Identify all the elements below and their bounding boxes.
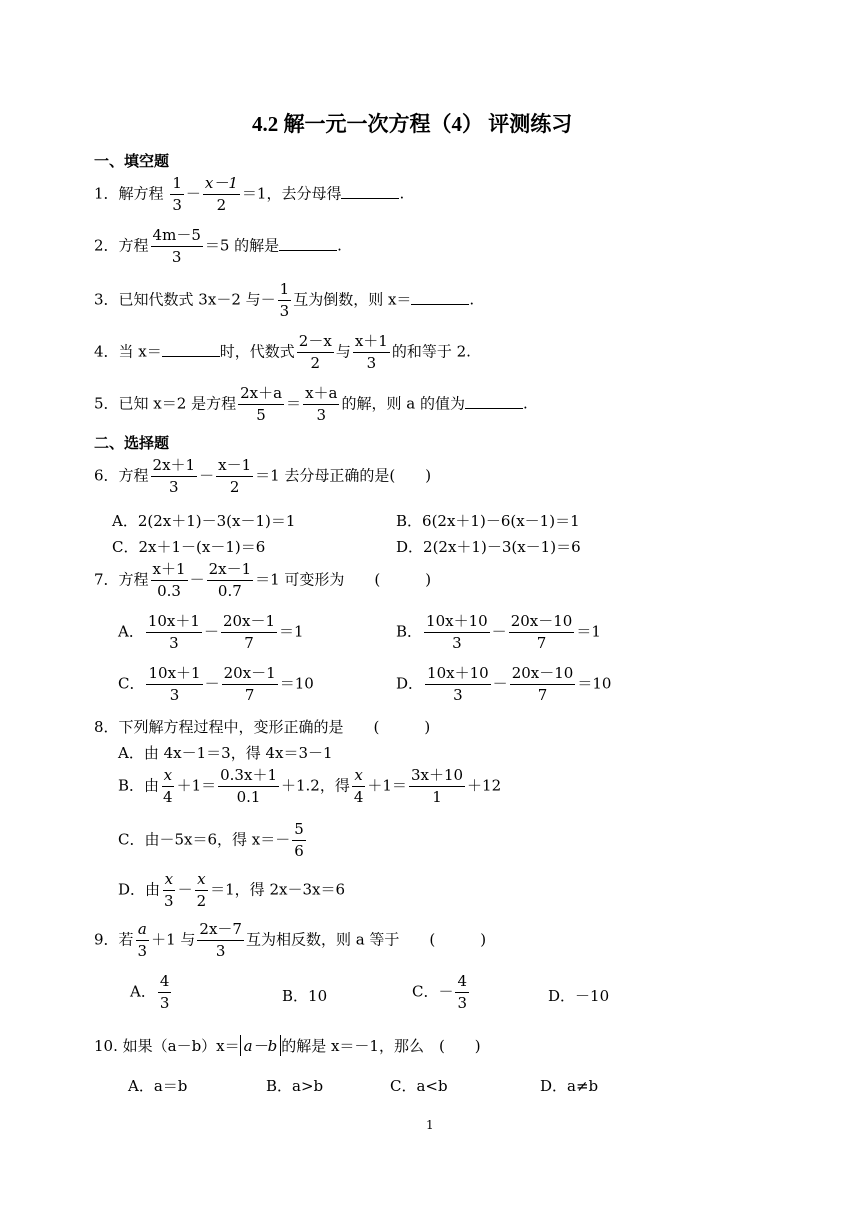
q7-option-a[interactable]: A． $\frac{10x+1}{3}$ － $\frac{20x-1}{7}$ ＝1 bbox=[118, 612, 304, 652]
fraction: $\frac{2x+a}{5}$ bbox=[240, 384, 283, 424]
question-4: 4．当 x＝ 时，代数式 $\frac{2-x}{2}$ 与 $\frac{x+1}{3}$ 的和等于 2. bbox=[94, 332, 471, 372]
answer-blank[interactable] bbox=[341, 186, 399, 199]
q9-option-b[interactable]: B．10 bbox=[282, 987, 328, 1005]
question-9: 9．若 $\frac{a}{3}$ ＋1 与 $\frac{2x-7}{3}$ 互为相反数，则 a 等于 ( ) bbox=[94, 920, 487, 960]
q6-option-c[interactable]: C．2x＋1－(x－1)＝6 bbox=[112, 538, 266, 556]
q8-option-d[interactable]: D．由 $\frac{x}{3}$ － $\frac{x}{2}$ ＝1，得 2x－3x＝6 bbox=[118, 870, 346, 910]
fraction: $\frac{1}{3}$ bbox=[172, 174, 182, 214]
question-2: 2．方程 $\frac{4m-5}{3}$ ＝5 的解是 . bbox=[94, 226, 342, 266]
section-multiple-choice: 二、选择题 bbox=[94, 434, 170, 452]
q7-option-b[interactable]: B． $\frac{10x+10}{3}$ － $\frac{20x-10}{7}$ ＝1 bbox=[396, 612, 601, 652]
fraction: $\frac{1}{3}$ bbox=[279, 280, 290, 320]
fraction: $\frac{x+1}{0.3}$ bbox=[152, 560, 186, 600]
absolute-value: a－b bbox=[240, 1035, 282, 1056]
q9-option-a[interactable]: A． $\frac{4}{3}$ bbox=[130, 972, 170, 1012]
q1-text: 1．解方程 bbox=[94, 184, 164, 203]
section-fill-blank: 一、填空题 bbox=[94, 152, 170, 170]
fraction: $\frac{x-1}{2}$ bbox=[218, 456, 252, 496]
fraction: $\frac{x+a}{3}$ bbox=[305, 384, 338, 424]
q9-option-d[interactable]: D．－10 bbox=[548, 987, 610, 1005]
answer-blank[interactable] bbox=[279, 238, 337, 251]
q10-option-d[interactable]: D．a≠b bbox=[540, 1077, 599, 1095]
question-1: 1．解方程 $\frac{1}{3}$ － $\frac{x-1}{2}$ ＝1，去分母得 . bbox=[94, 174, 405, 214]
q8-option-c[interactable]: C．由－5x＝6，得 x＝－ $\frac{5}{6}$ bbox=[118, 820, 304, 860]
answer-blank[interactable] bbox=[465, 396, 523, 409]
page-number: 1 bbox=[426, 1118, 434, 1132]
fraction: $\frac{x-1}{2}$ bbox=[204, 174, 238, 214]
q10-option-b[interactable]: B．a>b bbox=[266, 1077, 324, 1095]
question-3: 3．已知代数式 3x－2 与－ $\frac{1}{3}$ 互为倒数，则 x＝ . bbox=[94, 280, 475, 320]
page-title: 4.2 解一元一次方程（4） 评测练习 bbox=[252, 112, 573, 136]
q8-option-a[interactable]: A．由 4x－1＝3，得 4x＝3－1 bbox=[118, 744, 333, 762]
question-6: 6．方程 $\frac{2x+1}{3}$ － $\frac{x-1}{2}$ ＝1 去分母正确的是( ) bbox=[94, 456, 432, 496]
q6-option-a[interactable]: A．2(2x＋1)－3(x－1)＝1 bbox=[112, 512, 296, 530]
q7-option-c[interactable]: C． $\frac{10x+1}{3}$ － $\frac{20x-1}{7}$ ＝10 bbox=[118, 664, 314, 704]
q7-option-d[interactable]: D． $\frac{10x+10}{3}$ － $\frac{20x-10}{7}$ ＝10 bbox=[396, 664, 612, 704]
q10-option-c[interactable]: C．a<b bbox=[390, 1077, 448, 1095]
fraction: $\frac{2x-1}{0.7}$ bbox=[208, 560, 252, 600]
fraction: $\frac{2x+1}{3}$ bbox=[152, 456, 196, 496]
q10-option-a[interactable]: A．a＝b bbox=[128, 1077, 188, 1095]
answer-blank[interactable] bbox=[411, 292, 469, 305]
answer-blank[interactable] bbox=[162, 344, 220, 357]
fraction: $\frac{4m-5}{3}$ bbox=[152, 226, 201, 266]
q6-option-d[interactable]: D．2(2x＋1)－3(x－1)＝6 bbox=[396, 538, 581, 556]
question-5: 5．已知 x＝2 是方程 $\frac{2x+a}{5}$ ＝ $\frac{x+a}{3}$ 的解，则 a 的值为 . bbox=[94, 384, 528, 424]
question-10: 10. 如果（a－b）x＝ a－b 的解是 x＝－1，那么 ( ) bbox=[94, 1037, 481, 1055]
q8-option-b[interactable]: B．由 $\frac{x}{4}$ ＋1＝ $\frac{0.3x+1}{0.1}$ ＋1.2，得 $\frac{x}{4}$ ＋1＝ $\frac{3x+10}{1}$ ＋12 bbox=[118, 766, 502, 806]
q6-option-b[interactable]: B．6(2x＋1)－6(x－1)＝1 bbox=[396, 512, 580, 530]
question-8: 8．下列解方程过程中，变形正确的是 ( ) bbox=[94, 718, 431, 736]
q9-option-c[interactable]: C．－ $\frac{4}{3}$ bbox=[412, 972, 468, 1012]
fraction: $\frac{x+1}{3}$ bbox=[354, 332, 388, 372]
question-7: 7．方程 $\frac{x+1}{0.3}$ － $\frac{2x-1}{0.7}$ ＝1 可变形为 ( ) bbox=[94, 560, 432, 600]
fraction: $\frac{2-x}{2}$ bbox=[298, 332, 332, 372]
